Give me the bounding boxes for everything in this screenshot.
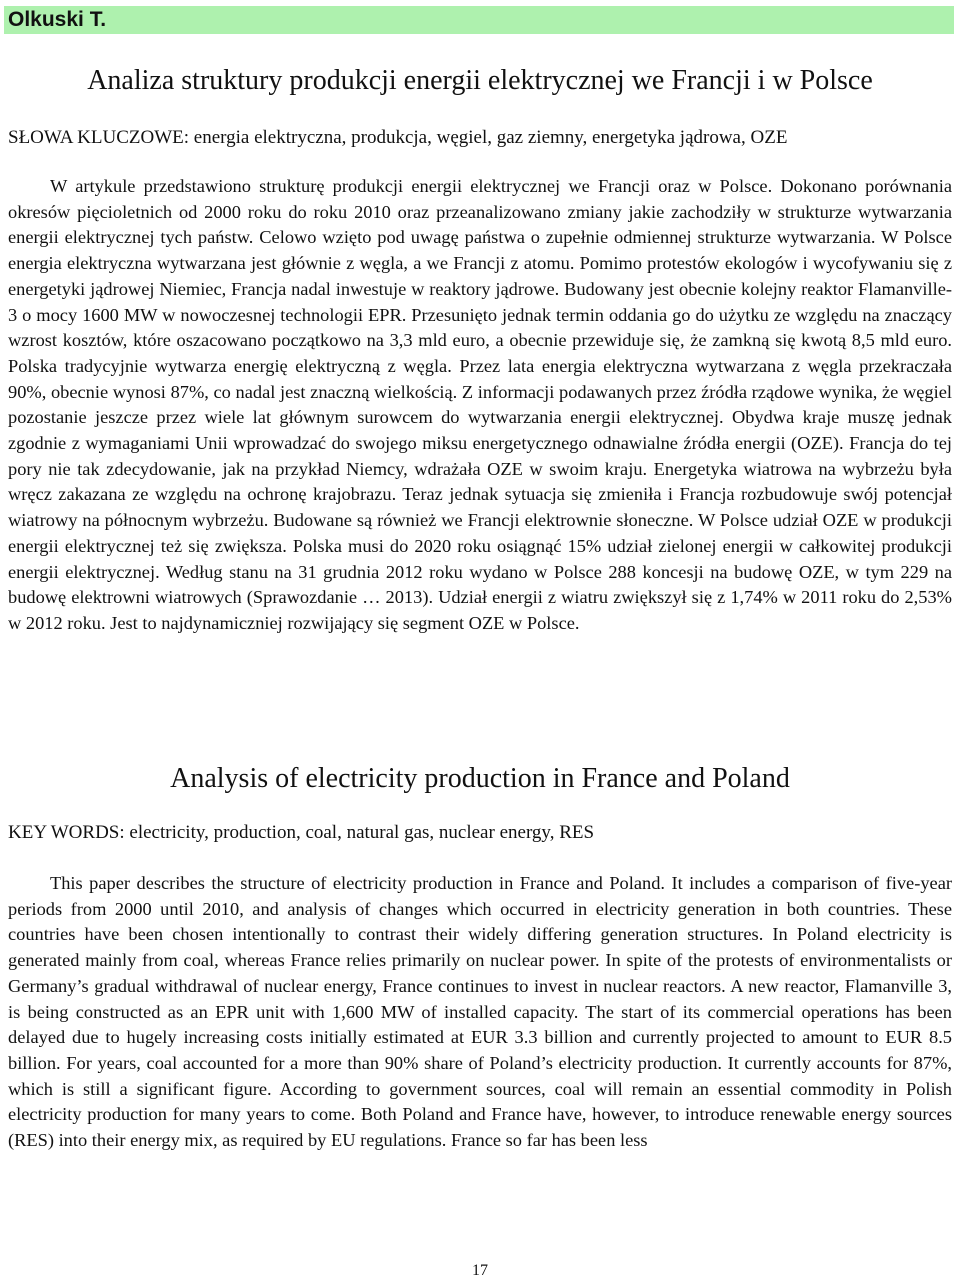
page-number: 17 [472,1262,488,1279]
english-keywords-list: electricity, production, coal, natural gas, nuclear energy, RES [129,822,595,843]
polish-keywords [8,126,953,150]
english-keywords [8,821,953,845]
polish-keywords-list: energia elektryczna, produkcja, węgiel, gaz ziemny, energetyka jądrowa, OZE [193,127,788,148]
english-abstract: This paper describes the structure of electricity production in France and Poland. It includes a comparison of five-year periods from 2000 until 2010, and analysis of changes which occurred in electricity generation in both countries. These countries have been chosen intentionally to contrast their widely differing generation structures. In Poland electricity is generated mainly from coal, whereas France relies primarily on nuclear power. In spite of the protests of environmentalists or Germany’s gradual withdrawal of nuclear energy, France continues to invest in nuclear reactors. A new reactor, Flamanville 3, is being constructed as an EPR unit with 1,600 MW of installed capacity. The start of its commercial operations has been delayed due to hugely increasing costs initially estimated at EUR 3.3 billion and currently projected to amount to EUR 8.5 billion. For years, coal accounted for a more than 90% share of Poland’s electricity production. It currently accounts for 87%, which is still a significant figure. According to government sources, coal will remain an essential commodity in Polish electricity production for many years to come. Both Poland and France have, however, to introduce renewable energy sources (RES) into their energy mix, as required by EU regulations. France so far has been less [8,873,952,1151]
english-keywords-label: KEY WORDS: [8,822,125,843]
polish-title: Analiza struktury produkcji energii elektrycznej we Francji i w Polsce [87,65,873,96]
author-name: Olkuski T. [8,8,107,31]
polish-keywords-label: SŁOWA KLUCZOWE: [8,127,190,148]
polish-abstract: W artykule przedstawiono strukturę produkcji energii elektrycznej we Francji oraz w Polsce. Dokonano porównania okresów pięcioletnich od 2000 roku do roku 2010 oraz przeanalizowano zmiany jakie zachodziły w strukturze wytwarzania energii elektrycznej tych państw. Celowo wzięto pod uwagę państwa o zupełnie odmiennej strukturze wytwarzania. W Polsce energia elektryczna wytwarzana jest głównie z węgla, a we Francji z atomu. Pomimo protestów ekologów i wycofywaniu się z energetyki jądrowej Niemiec, Francja nadal inwestuje w reaktory jądrowe. Budowany jest obecnie kolejny reaktor Flamanville-3 o mocy 1600 MW w nowoczesnej technologii EPR. Przesunięto jednak termin oddania go do użytku ze względu na znaczący wzrost kosztów, które oszacowano początkowo na 3,3 mld euro, a obecnie przewiduje się, że zamkną się kwotą 8,5 mld euro. Polska tradycyjnie wytwarza energię elektryczną z węgla. Przez lata energia elektryczna wytwarzana z węgla przekraczała 90%, obecnie wynosi 87%, co nadal jest znaczną wielkością. Z informacji podawanych przez źródła rządowe wynika, że węgiel pozostanie jeszcze przez wiele lat głównym surowcem do wytwarzania energii elektrycznej. Obydwa kraje muszę jednak zgodnie z wymaganiami Unii wprowadzać do swojego miksu energetycznego odnawialne źródła energii (OZE). Francja do tej pory nie tak zdecydowanie, jak na przykład Niemcy, wdrażała OZE w swoim kraju. Energetyka wiatrowa na wybrzeżu była wręcz zakazana ze względu na ochronę krajobrazu. Teraz jednak sytuacja się zmieniła i Francja rozbudowuje swój potencjał wiatrowy na północnym wybrzeżu. Budowane są również we Francji elektrownie słoneczne. W Polsce udział OZE w produkcji energii elektrycznej też się zwiększa. Polska musi do 2020 roku osiągnąć 15% udział zielonej energii w całkowitej produkcji energii elektrycznej. Według stanu na 31 grudnia 2012 roku wydano w Polsce 288 koncesji na budowę OZE, w tym 229 na budowę elektrowni wiatrowych (Sprawozdanie … 2013). Udział energii z wiatru zwiększył się z 1,74% w 2011 roku do 2,53% w 2012 roku. Jest to najdynamiczniej rozwijający się segment OZE w Polsce. [8,176,952,633]
english-title: Analysis of electricity production in France and Poland [170,763,790,794]
author-header [4,6,954,34]
